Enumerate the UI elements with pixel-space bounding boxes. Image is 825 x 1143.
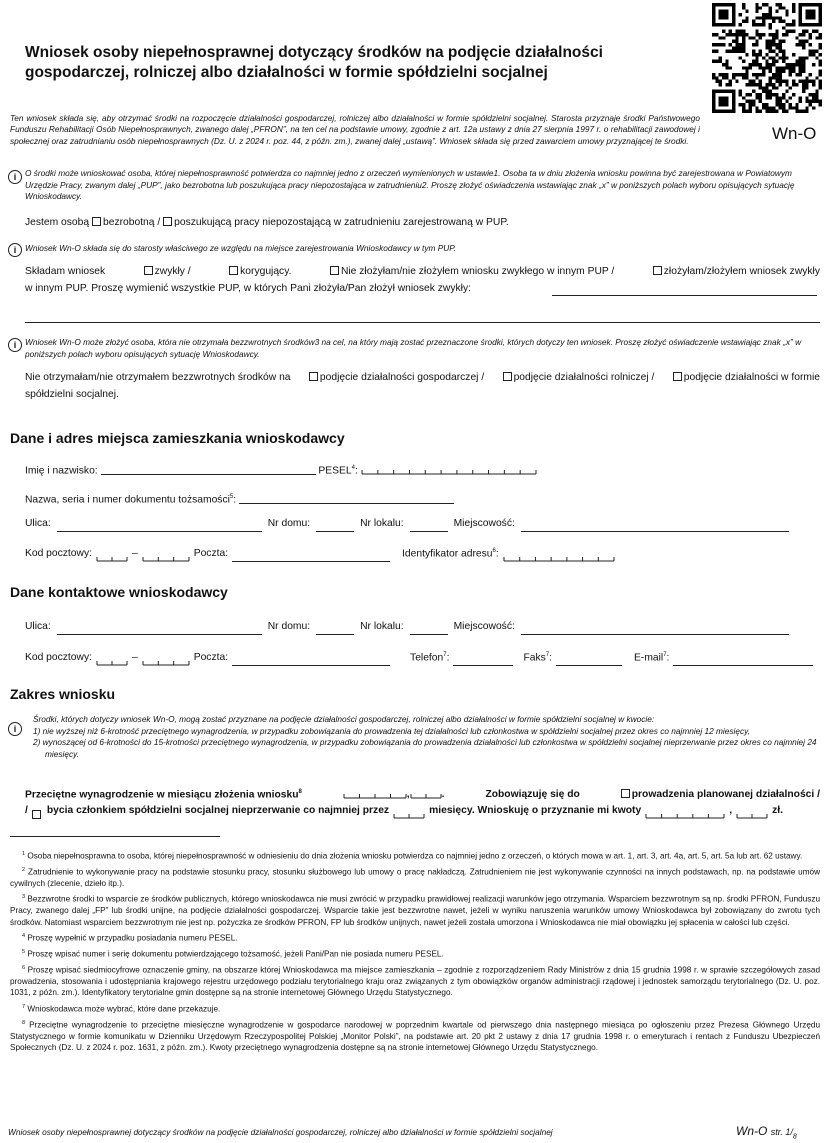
- address-id-cells[interactable]: [503, 552, 615, 562]
- page-number: [736, 1124, 797, 1140]
- footnote-5: [10, 947, 820, 960]
- request-type-block: [25, 263, 820, 297]
- footnote-text: Proszę wypełnić w przypadku posiadania numeru PESEL.: [25, 933, 238, 943]
- option-unemployed-label: bezrobotną /: [102, 217, 161, 228]
- note-starosta: Wniosek Wn-O składa się do starosty właściwego ze względu na miejsce zarejestrowania Wnioskodawcy w tym PUP.: [25, 243, 456, 253]
- checkbox-cooperative[interactable]: [673, 372, 682, 381]
- funds-continuation: spółdzielni socjalnej.: [25, 389, 119, 400]
- contact-house-label: Nr domu:: [267, 621, 311, 632]
- footnote-number: 4: [22, 932, 26, 939]
- footnote-number: 6: [22, 965, 26, 972]
- section-heading-scope: Zakres wniosku: [10, 686, 116, 702]
- amount-cents[interactable]: [736, 809, 768, 819]
- scope-note: [33, 714, 818, 760]
- avg-salary-row: Przeciętne wynagrodzenie w miesiącu złożenia wniosku$^8$ , . Zobowiązuję się do prowadzenia planowanej działalności /: [25, 784, 820, 803]
- phone-label: Telefon: [410, 652, 444, 664]
- option-submitted-label: złożyłam/złożyłem wniosek zwykły: [663, 266, 820, 277]
- address-id-label: Identyfikator adresu: [402, 548, 493, 560]
- footnote-number: 5: [22, 949, 26, 956]
- id-doc-row: Nazwa, seria i numer dokumentu tożsamości$^5$:: [25, 489, 454, 508]
- contact-post-label: Poczta:: [193, 652, 229, 664]
- email-footnote-ref: 7: [663, 652, 667, 658]
- contact-street-label: Ulica:: [25, 621, 51, 632]
- phone-field[interactable]: [453, 655, 513, 666]
- commit-label: Zobowiązuję się do: [485, 789, 580, 801]
- street-label: Ulica:: [25, 518, 51, 529]
- postal-label: Kod pocztowy:: [25, 548, 92, 560]
- page-form-code: Wn-O: [736, 1124, 768, 1138]
- page-total: 8: [792, 1133, 797, 1141]
- scope-item-2: 2) wynoszącej od 6-krotności do 15-krotności przeciętnego wynagrodzenia, w przypadku zobowiązania do prowadzenia działalności lub członkostwa w spółdzielni socjalnej nieprzerwanie przez okres co najmniej 24 miesięcy.: [33, 737, 817, 759]
- scope-note-text: Środki, których dotyczy wniosek Wn-O, mogą zostać przyznane na podjęcie działalności gospodarczej, rolniczej albo działalności w formie spółdzielni socjalnej w kwocie:: [33, 714, 655, 724]
- checkbox-regular[interactable]: [144, 266, 153, 275]
- checkbox-run-business[interactable]: [621, 789, 630, 798]
- funds-block: [25, 369, 820, 403]
- pup-list-label: w innym PUP. Proszę wymienić wszystkie PUP, w których Pani złożyła/Pan złożył wniosek zwykły:: [25, 283, 471, 294]
- postal-row: Kod pocztowy: – Poczta: Identyfikator adresu$^6$:: [25, 543, 615, 562]
- post-office-label: Poczta:: [193, 548, 229, 560]
- checkbox-submitted[interactable]: [653, 266, 662, 275]
- contact-city-label: Miejscowość:: [453, 621, 515, 632]
- footnote-number: 8: [22, 1019, 26, 1026]
- funds-prefix: Nie otrzymałam/nie otrzymałem bezzwrotnych środków na: [25, 372, 291, 383]
- contact-street-field[interactable]: [57, 624, 262, 635]
- request-prefix: Składam wniosek: [25, 266, 106, 277]
- status-prefix: Jestem osobą: [25, 217, 90, 228]
- street-field[interactable]: [57, 521, 262, 532]
- postal-code-part1[interactable]: [96, 552, 128, 562]
- checkbox-agriculture[interactable]: [503, 372, 512, 381]
- contact-flat-field[interactable]: [410, 624, 448, 635]
- option-run-business-label: prowadzenia planowanej działalności /: [631, 789, 820, 801]
- footnotes: [10, 849, 820, 1056]
- checkbox-unemployed[interactable]: [92, 217, 101, 226]
- contact-postal-row: Kod pocztowy: – Poczta: Telefon$^7$: Faks$^7$: E-mail$^7$:: [25, 647, 813, 666]
- note-eligibility: O środki może wnioskować osoba, której niepełnosprawność potwierdza co najmniej jedno z orzeczeń wymienionych w ustawie1. Osoba ta w dniu złożenia wniosku powinna być zarejestrowana w Powiatowym Urzędzie Pracy, zwanym dalej „PUP”, jako bezrobotna lub poszukująca pracy niepozostająca w zatrudnieniu2. Proszę złożyć oświadczenia wstawiając znak „x” w poniższych polach wyboru opisujących sytuację Wnioskodawcy.: [25, 168, 795, 201]
- phone-footnote-ref: 7: [443, 652, 447, 658]
- footnote-text: Proszę wpisać numer i serię dokumentu potwierdzającego tożsamość, jeżeli Pani/Pan nie posiada numeru PESEL.: [25, 949, 444, 959]
- option-cooperative-member-label: bycia członkiem spółdzielni socjalnej nieprzerwanie co najmniej przez: [46, 805, 390, 816]
- amount-cells[interactable]: [645, 809, 725, 819]
- contact-postal-label: Kod pocztowy:: [25, 652, 92, 664]
- pesel-cells[interactable]: [361, 465, 537, 475]
- footnote-7: [10, 1002, 820, 1015]
- pup-list-field[interactable]: [552, 295, 817, 296]
- footnote-text: Bezzwrotne środki to wsparcie ze środków publicznych, którego wnioskodawca nie musi zwrócić w przypadku prawidłowej realizacji warunków jego otrzymania. Wsparciem bezzwrotnym są np. środki PFRON, Funduszu Pracy, zwanego dalej „FP” lub środki unijne, na podjęcie działalności gospodarczej. Wsparcie takie jest bezzwrotne nawet, jeżeli w wyniku naruszenia warunków umowy Wnioskodawca był zobowiązany do zwrotu tych środków. Natomiast wsparciem bezzwrotnym nie jest np. pożyczka ze środków PFRON, FP lub środków unijnych, nawet jeżeli została umorzona i Wnioskodawca nie miał obowiązku jej spłacenia w całości lub części.: [10, 895, 820, 927]
- request-type-row: [25, 263, 820, 280]
- name-row: Imię i nazwisko: PESEL$^4$:: [25, 460, 537, 479]
- option-business-label: podjęcie działalności gospodarczej /: [319, 372, 485, 383]
- contact-postal-part1[interactable]: [96, 656, 128, 666]
- contact-house-field[interactable]: [316, 624, 354, 635]
- section-heading-address: Dane i adres miejsca zamieszkania wnioskodawcy: [10, 430, 345, 446]
- fax-footnote-ref: 7: [545, 652, 550, 658]
- footer-text: Wniosek osoby niepełnosprawnej dotyczący środków na podjęcie działalności gospodarczej, rolniczej albo działalności w formie spółdzielni socjalnej: [8, 1127, 553, 1137]
- info-icon: i: [8, 338, 22, 352]
- avg-salary-cells[interactable]: [343, 789, 407, 799]
- intro-text: Ten wniosek składa się, aby otrzymać środki na rozpoczęcie działalności gospodarczej, rolniczej albo działalności w formie spółdzielni socjalnej. Starosta przyznaje środki Państwowego Funduszu Rehabilitacji Osób Niepełnosprawnych, zwanego dalej „PFRON”, na ten cel na podstawie umowy, zgodnie z art. 12a ustawy z dnia 27 sierpnia 1997 r. o rehabilitacji zawodowej i społecznej oraz zatrudnianiu osób niepełnosprawnych (Dz. U. z 2024 r. poz. 44, z późn. zm.), zwanej dalej „ustawą”. Wniosek składa się przed zawarciem umowy przyznającej te środki.: [10, 113, 700, 146]
- city-field[interactable]: [521, 521, 789, 532]
- contact-postal-part2[interactable]: [142, 656, 190, 666]
- checkbox-not-submitted[interactable]: [330, 266, 339, 275]
- footnote-number: 7: [22, 1003, 26, 1010]
- scope-item-1: 1) nie wyższej niż 6-krotność przeciętnego wynagrodzenia, w przypadku zobowiązania do prowadzenia tej działalności lub członkostwa w spółdzielni socjalnej przez okres co najmniej 12 miesięcy,: [33, 725, 750, 736]
- avg-salary-label: Przeciętne wynagrodzenie w miesiącu złożenia wniosku: [25, 789, 299, 801]
- checkbox-business[interactable]: [309, 372, 318, 381]
- form-code: Wn-O: [772, 124, 817, 143]
- footnote-2: [10, 865, 820, 889]
- pesel-label: PESEL: [318, 465, 352, 477]
- avg-salary-footnote-ref: 8: [298, 789, 302, 795]
- footnote-text: Osoba niepełnosprawna to osoba, której niepełnosprawność w odniesieniu do dnia złożenia wniosku potwierdza co najmniej jedno z orzeczeń, o których mowa w art. 1, art. 3, art. 4a, art. 5, art. 5a lub art. 62 ustawy.: [25, 851, 803, 861]
- option-cooperative-label: podjęcie działalności w formie: [683, 372, 820, 383]
- info-icon: i: [8, 722, 22, 736]
- status-line: [25, 214, 509, 231]
- note-no-funds: Wniosek Wn-O może złożyć osoba, która nie otrzymała bezzwrotnych środków3 na cel, na który mają zostać przeznaczone środki, których dotyczy ten wniosek. Proszę złożyć oświadczenie wstawiając znak „x” w poniższych polach wyboru opisujących sytuację Wnioskodawcy.: [25, 337, 802, 359]
- qr-code: [712, 3, 822, 113]
- street-row: [25, 515, 810, 532]
- address-id-footnote-ref: 6: [492, 548, 496, 554]
- months-cells[interactable]: [393, 809, 425, 819]
- currency-label: zł.: [772, 805, 783, 816]
- footnote-number: 1: [22, 851, 26, 857]
- commit-row: / bycia członkiem spółdzielni socjalnej nieprzerwanie co najmniej przez miesięcy. Wnioskuję o przyznanie mi kwoty , zł.: [25, 802, 783, 819]
- city-label: Miejscowość:: [453, 518, 515, 529]
- page-label: str. 1/: [770, 1127, 793, 1137]
- contact-post-field[interactable]: [232, 655, 390, 666]
- name-field[interactable]: [101, 464, 316, 475]
- funds-row: [25, 369, 820, 386]
- footnote-text: Proszę wpisać siedmiocyfrowe oznaczenie gminy, na obszarze której Wnioskodawca ma miejsce zamieszkania – zgodnie z rozporządzeniem Rady Ministrów z dnia 15 grudnia 1998 r. w sprawie szczegółowych zasad prowadzenia, stosowania i udostępniania krajowego rejestru urzędowego podziału terytorialnego kraju oraz związanych z tym obowiązków organów administracji rządowej i jednostek samorządu terytorialnego (Dz. U. poz. 1031, z późn. zm.). Identyfikatory terytorialne gmin dostępne są na stronie internetowej Głównego Urzędu Statystycznego.: [10, 965, 820, 998]
- footnote-separator: [10, 836, 220, 837]
- section-heading-contact: Dane kontaktowe wnioskodawcy: [10, 584, 228, 600]
- footnote-number: 2: [22, 867, 26, 874]
- option-corrective-label: korygujący.: [240, 266, 292, 277]
- fax-field[interactable]: [556, 655, 622, 666]
- fax-label: Faks: [523, 652, 546, 664]
- postal-code-part2[interactable]: [142, 552, 190, 562]
- house-field[interactable]: [316, 521, 354, 532]
- footnote-number: 3: [22, 894, 26, 901]
- checkbox-job-seeker[interactable]: [163, 217, 172, 226]
- footnote-6: [10, 963, 820, 999]
- contact-flat-label: Nr lokalu:: [360, 621, 404, 632]
- flat-label: Nr lokalu:: [360, 518, 404, 529]
- option-agriculture-label: podjęcie działalności rolniczej /: [513, 372, 655, 383]
- months-label: miesięcy. Wnioskuję o przyznanie mi kwoty: [429, 805, 642, 816]
- name-label: Imię i nazwisko:: [25, 465, 98, 477]
- option-regular-label: zwykły /: [154, 266, 191, 277]
- footnote-text: Zatrudnienie to wykonywanie pracy na podstawie stosunku pracy, stosunku służbowego lub umowy o pracę nakładczą. Zatrudnieniem nie jest wykonywanie czynności na innych podstawach, np. na podstawie umów cywilnych (zlecenie, dzieło itp.).: [10, 867, 820, 889]
- id-doc-footnote-ref: 5: [229, 494, 234, 500]
- email-field[interactable]: [673, 655, 813, 666]
- info-icon: i: [8, 243, 22, 257]
- footnote-8: [10, 1018, 820, 1054]
- flat-field[interactable]: [410, 521, 448, 532]
- id-doc-label: Nazwa, seria i numer dokumentu tożsamości: [25, 494, 230, 506]
- email-label: E-mail: [634, 652, 664, 664]
- checkbox-cooperative-member[interactable]: [32, 810, 41, 819]
- option-not-submitted-label: Nie złożyłam/nie złożyłem wniosku zwykłego w innym PUP /: [340, 266, 615, 277]
- option-job-seeker-label: poszukującą pracy niepozostającą w zatrudnieniu zarejestrowaną w PUP.: [174, 217, 509, 228]
- post-office-field[interactable]: [232, 551, 390, 562]
- pesel-footnote-ref: 4: [351, 465, 355, 471]
- info-icon: i: [8, 170, 22, 184]
- footnote-4: [10, 931, 820, 944]
- id-doc-field[interactable]: [239, 493, 454, 504]
- page-title: Wniosek osoby niepełnosprawnej dotyczący środków na podjęcie działalności gospodarczej, rolniczej albo działalności w formie spółdzielni socjalnej: [25, 44, 603, 81]
- pup-list-field-2[interactable]: [25, 322, 820, 323]
- avg-salary-cents[interactable]: [410, 789, 442, 799]
- checkbox-corrective[interactable]: [229, 266, 238, 275]
- contact-street-row: [25, 618, 810, 635]
- contact-city-field[interactable]: [521, 624, 789, 635]
- footnote-3: [10, 892, 820, 928]
- house-label: Nr domu:: [267, 518, 311, 529]
- footnote-text: Wnioskodawca może wybrać, które dane przekazuje.: [25, 1004, 221, 1014]
- footnote-1: [10, 849, 820, 862]
- footnote-text: Przeciętne wynagrodzenie to przeciętne miesięczne wynagrodzenie w gospodarce narodowej w poprzednim kwartale od pierwszego dnia następnego miesiąca po ogłoszeniu przez Prezesa Głównego Urzędu Statystycznego w formie komunikatu w Dzienniku Urzędowym Rzeczypospolitej Polskiej „Monitor Polski”, na podstawie art. 20 pkt 2 ustawy z dnia 17 grudnia 1998 r. o emeryturach i rentach z Funduszu Ubezpieczeń Społecznych (Dz. U. z 2024 r. poz. 1631, z późn. zm.). Kwoty przeciętnego wynagrodzenia dostępne są na stronie internetowej Głównego Urzędu Statystycznego.: [10, 1020, 820, 1053]
